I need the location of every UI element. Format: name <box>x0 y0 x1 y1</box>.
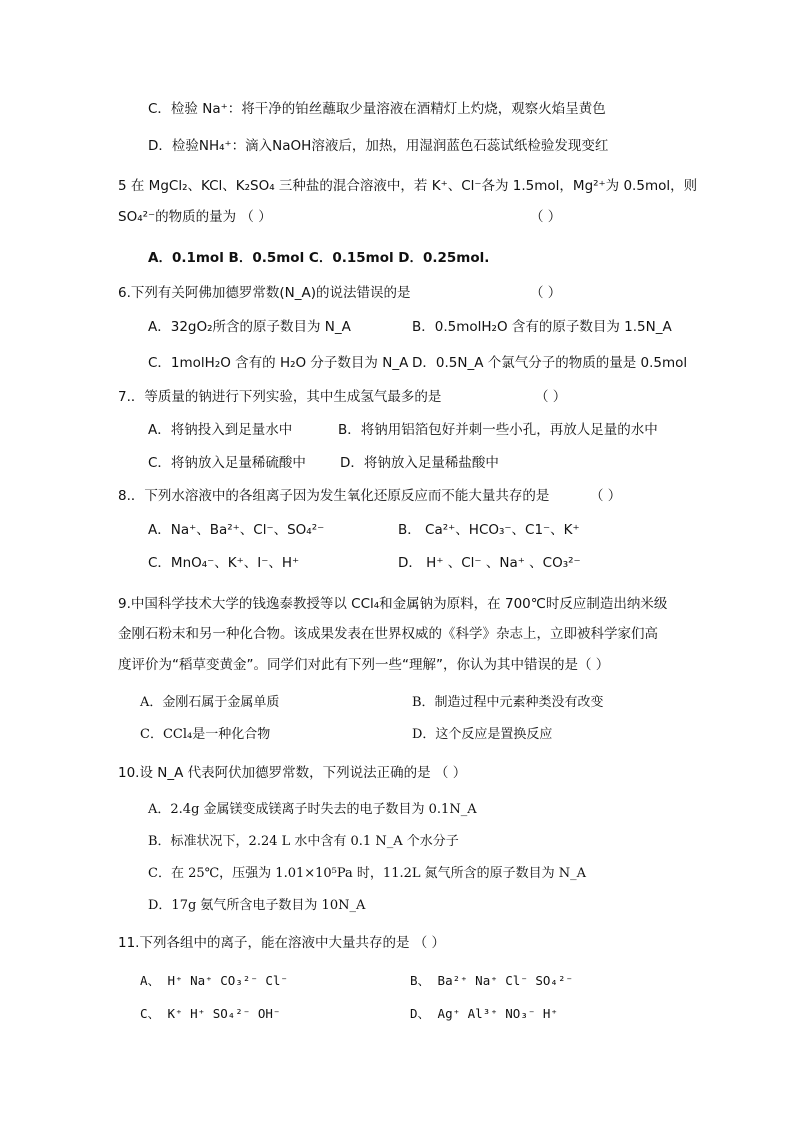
q6-option-c: C．1molH₂O 含有的 H₂O 分子数目为 N_A <box>148 355 409 371</box>
q9-option-a: A．金刚石属于金属单质 <box>140 695 280 710</box>
q9-stem-line1: 9.中国科学技术大学的钱逸泰教授等以 CCl₄和金属钠为原料，在 700℃时反应制造出纳米级 <box>118 596 668 612</box>
q8-option-b: B． Ca²⁺、HCO₃⁻、C1⁻、K⁺ <box>398 522 580 538</box>
q8-stem: 8.．下列水溶液中的各组离子因为发生氧化还原反应而不能大量共存的是 <box>118 488 550 504</box>
q8-answer-paren: （ ） <box>590 488 622 504</box>
q7-option-a: A．将钠投入到足量水中 <box>148 422 293 438</box>
q7-option-b: B．将钠用铝箔包好并刺一些小孔，再放人足量的水中 <box>338 422 658 438</box>
q5-stem-line2: SO₄²⁻的物质的量为 （ ） <box>118 209 272 225</box>
q11-option-d: D、 Ag⁺ Al³⁺ NO₃⁻ H⁺ <box>410 1006 558 1021</box>
q6-option-a: A．32gO₂所含的原子数目为 N_A <box>148 319 351 335</box>
q8-option-d: D． H⁺ 、Cl⁻ 、Na⁺ 、CO₃²⁻ <box>398 555 581 571</box>
q10-stem: 10.设 N_A 代表阿伏加德罗常数，下列说法正确的是 （ ） <box>118 765 467 781</box>
q8-option-c: C．MnO₄⁻、K⁺、I⁻、H⁺ <box>148 555 300 571</box>
q6-answer-paren: （ ） <box>530 285 562 301</box>
q7-option-c: C．将钠放入足量稀硫酸中 <box>148 455 306 471</box>
q9-option-b: B．制造过程中元素种类没有改变 <box>412 695 604 710</box>
q7-option-d: D．将钠放入足量稀盐酸中 <box>340 455 499 471</box>
q10-option-c: C．在 25℃，压强为 1.01×10⁵Pa 时，11.2L 氮气所含的原子数目为 N_A <box>148 866 587 881</box>
q9-stem-line3: 度评价为“稻草变黄金”。同学们对此有下列一些“理解”，你认为其中错误的是（ ） <box>118 657 610 673</box>
q11-stem: 11.下列各组中的离子，能在溶液中大量共存的是 （ ） <box>118 935 446 951</box>
q10-option-a: A．2.4g 金属镁变成镁离子时失去的电子数目为 0.1N_A <box>148 802 477 817</box>
q8-option-a: A．Na⁺、Ba²⁺、Cl⁻、SO₄²⁻ <box>148 522 325 538</box>
q5-options: A．0.1mol B．0.5mol C．0.15mol D．0.25mol. <box>148 250 490 266</box>
q6-stem: 6.下列有关阿佛加德罗常数(N_A)的说法错误的是 <box>118 285 411 301</box>
q5-answer-paren: （ ） <box>530 209 562 225</box>
q5-stem-line1: 5 在 MgCl₂、KCl、K₂SO₄ 三种盐的混合溶液中，若 K⁺、Cl⁻各为 1.5mol，Mg²⁺为 0.5mol，则 <box>118 178 698 194</box>
q6-option-b: B．0.5molH₂O 含有的原子数目为 1.5N_A <box>412 319 672 335</box>
q9-stem-line2: 金刚石粉末和另一种化合物。该成果发表在世界权威的《科学》杂志上，立即被科学家们高 <box>118 626 658 642</box>
q6-option-d: D．0.5N_A 个氯气分子的物质的量是 0.5mol <box>412 355 688 371</box>
q7-stem: 7.．等质量的钠进行下列实验，其中生成氢气最多的是 <box>118 389 442 405</box>
q11-option-b: B、 Ba²⁺ Na⁺ Cl⁻ SO₄²⁻ <box>410 973 574 988</box>
q7-answer-paren: （ ） <box>535 389 567 405</box>
q10-option-d: D．17g 氨气所含电子数目为 10N_A <box>148 898 366 913</box>
q9-option-c: C．CCl₄是一种化合物 <box>140 727 271 742</box>
q11-option-a: A、 H⁺ Na⁺ CO₃²⁻ Cl⁻ <box>140 973 288 988</box>
q10-option-b: B．标准状况下，2.24 L 水中含有 0.1 N_A 个水分子 <box>148 834 459 849</box>
q4-option-d: D．检验NH₄⁺：滴入NaOH溶液后，加热，用湿润蓝色石蕊试纸检验发现变红 <box>148 138 609 154</box>
q4-option-c: C．检验 Na⁺：将干净的铂丝蘸取少量溶液在酒精灯上灼烧，观察火焰呈黄色 <box>148 101 606 117</box>
q9-option-d: D．这个反应是置换反应 <box>412 727 553 742</box>
q11-option-c: C、 K⁺ H⁺ SO₄²⁻ OH⁻ <box>140 1006 281 1021</box>
